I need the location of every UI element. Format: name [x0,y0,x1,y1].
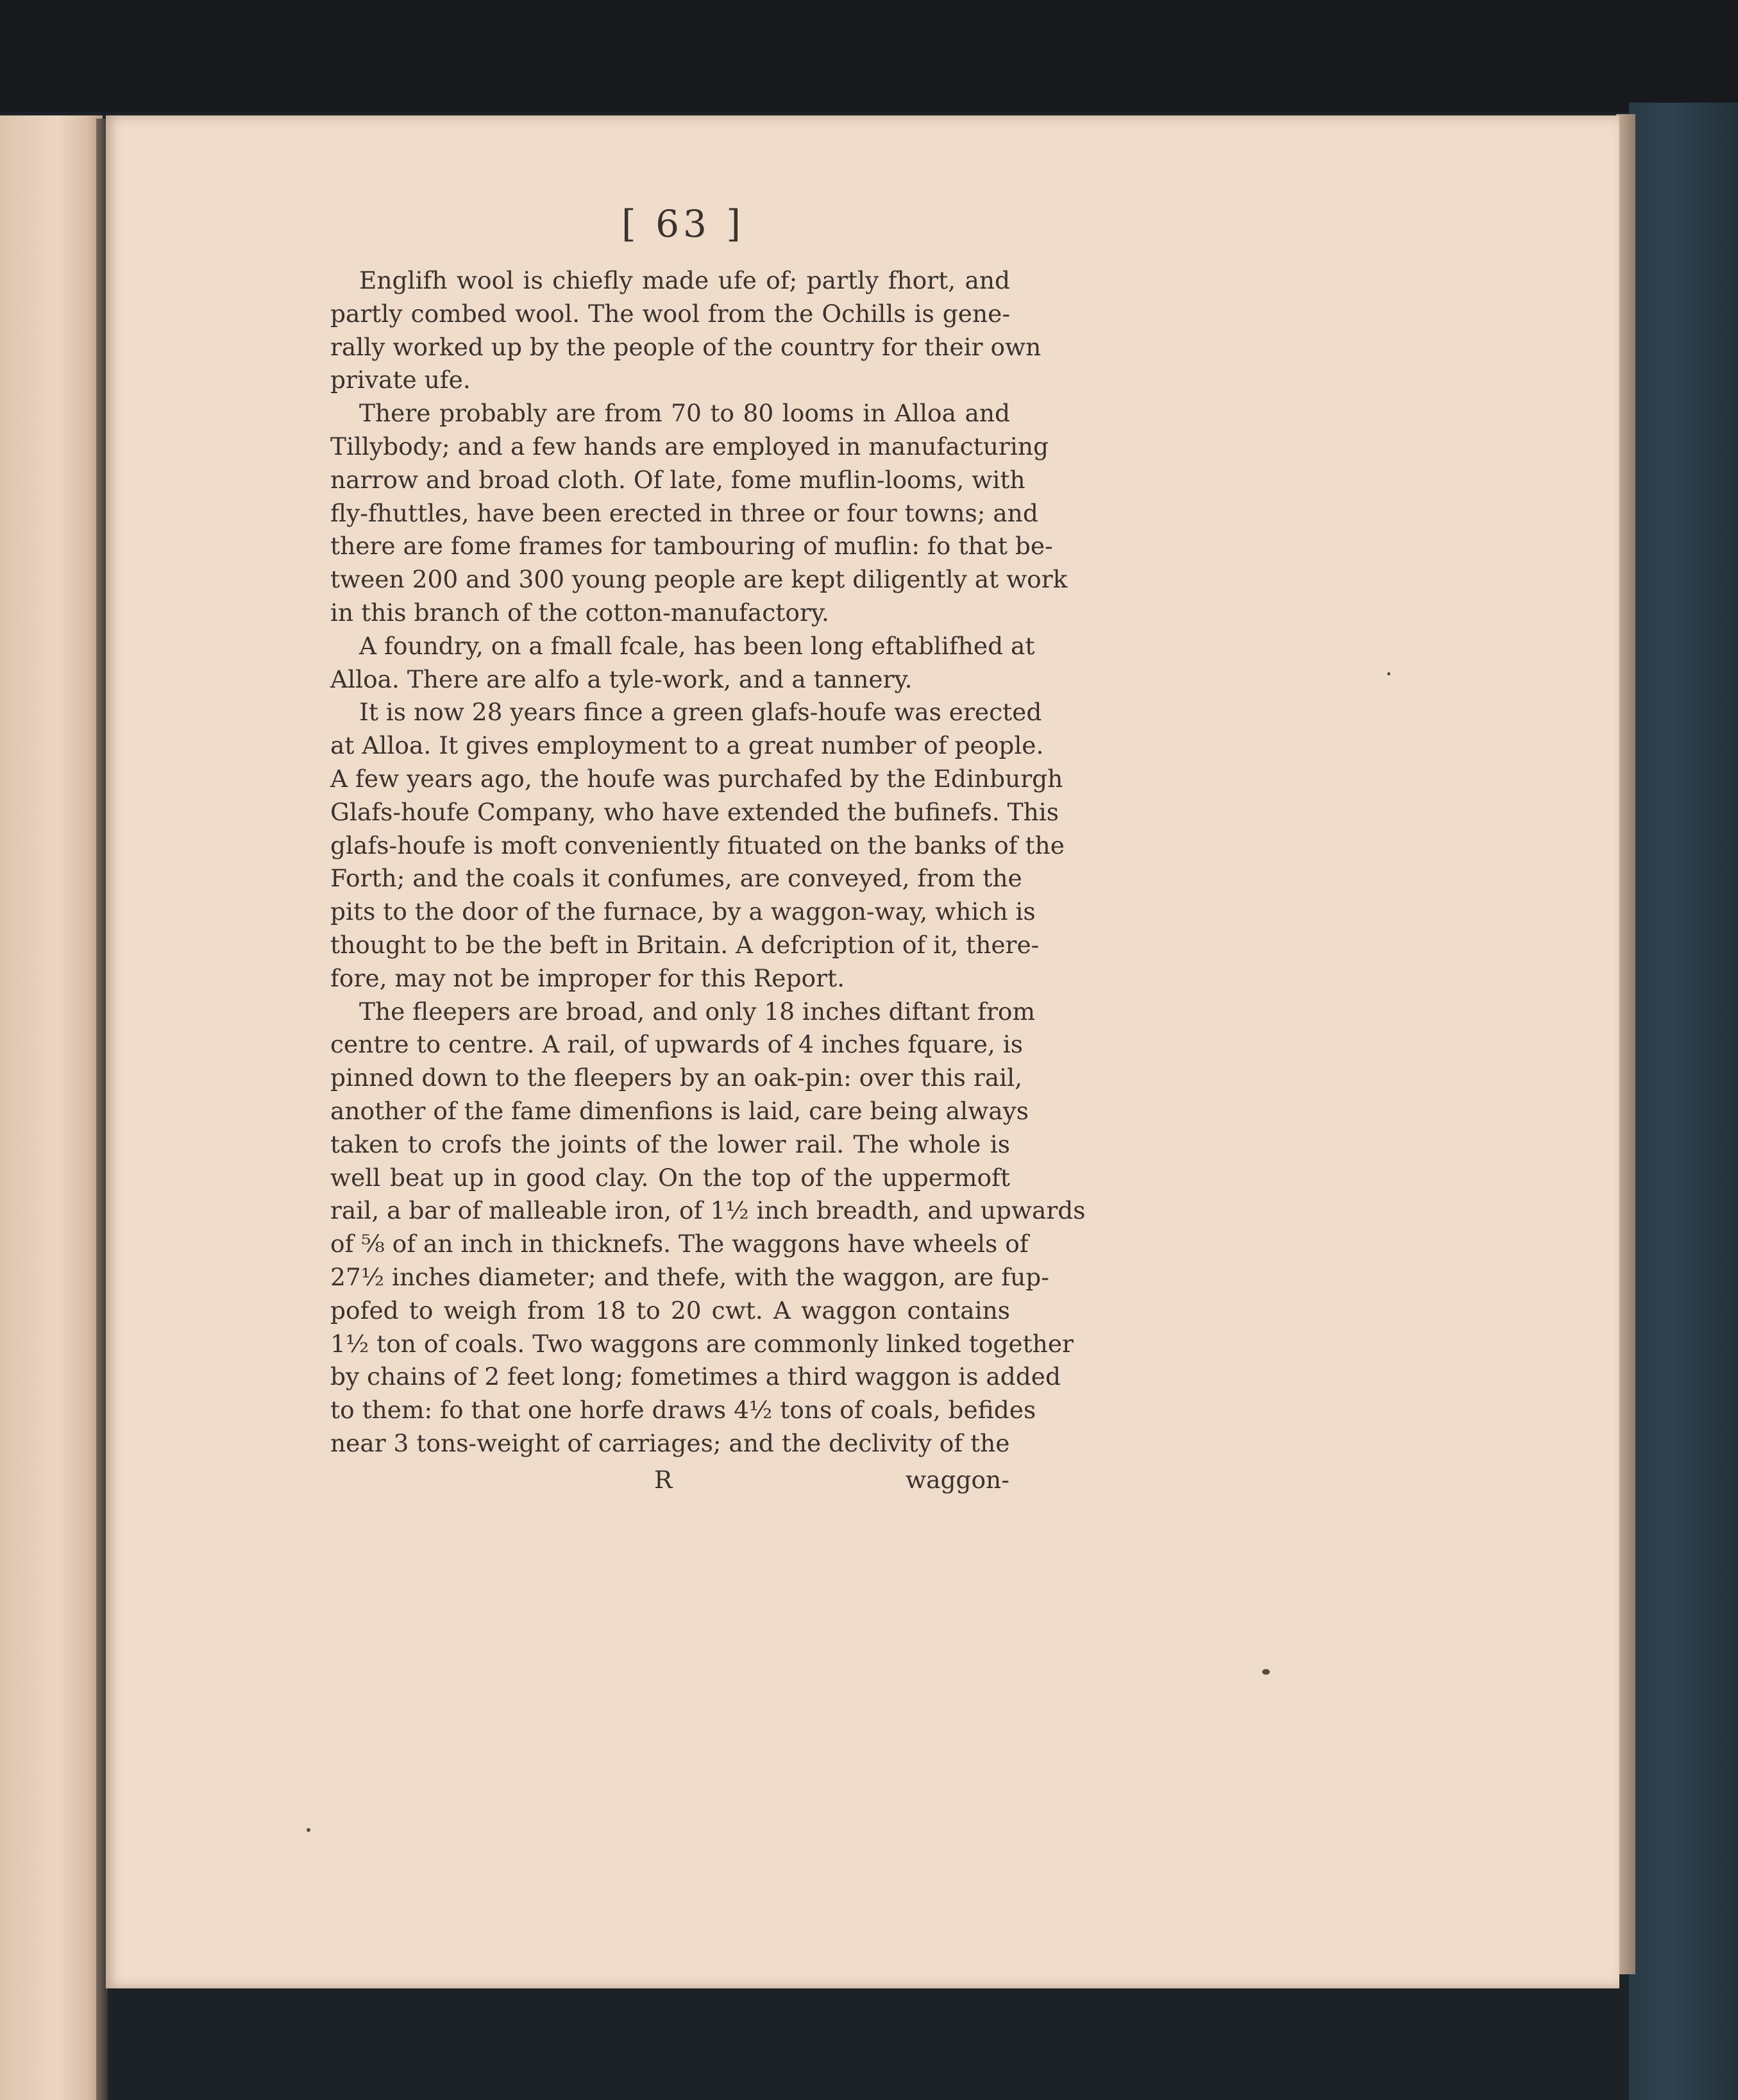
paragraph [330,630,1035,697]
text-line: Englifh wool is chiefly made ufe of; partly fhort, and [359,266,1010,294]
text-line: another of the fame dimenfions is laid, care being always [330,1096,1029,1125]
text-line: A few years ago, the houfe was purchafed by the Edinburgh [330,764,1063,793]
text-line: A foundry, on a fmall fcale, has been long eftablifhed at [359,631,1035,660]
text-line: pits to the door of the furnace, by a waggon-way, which is [330,897,1036,926]
text-line: Tillybody; and a few hands are employed in manufacturing [330,432,1049,461]
paragraph [330,264,1042,397]
text-line: by chains of 2 feet long; fometimes a third waggon is added [330,1362,1061,1391]
text-line: rail, a bar of malleable iron, of 1½ inch breadth, and upwards [330,1196,1086,1225]
book-cover-edge [1629,103,1738,2100]
text-line: centre to centre. A rail, of upwards of 4 inches fquare, is [330,1030,1023,1059]
text-line: in this branch of the cotton-manufactory. [330,598,829,627]
text-line: It is now 28 years fince a green glafs-houfe was erected [359,698,1042,727]
text-line: glafs-houfe is moft conveniently fituated on the banks of the [330,831,1065,859]
paragraph [330,397,1068,630]
text-line: thought to be the beft in Britain. A defcription of it, there- [330,930,1040,959]
page-number: [ 63 ] [621,202,745,246]
text-line: partly combed wool. The wool from the Ochills is gene- [330,299,1010,328]
text-line: There probably are from 70 to 80 looms in Alloa and [359,399,1010,428]
text-line: pofed to weigh from 18 to 20 cwt. A waggon contains [330,1296,1010,1325]
text-line: pinned down to the fleepers by an oak-pin: over this rail, [330,1063,1023,1092]
text-line: at Alloa. It gives employment to a great number of people. [330,731,1044,760]
text-line: to them: fo that one horfe draws 4½ tons of coals, befides [330,1396,1036,1425]
text-line: Glafs-houfe Company, who have extended the bufinefs. This [330,797,1059,826]
text-line: Forth; and the coals it confumes, are conveyed, from the [330,864,1022,893]
text-line: fly-fhuttles, have been erected in three or four towns; and [330,498,1038,527]
text-line: there are fome frames for tambouring of muflin: fo that be- [330,532,1053,561]
text-line: narrow and broad cloth. Of late, fome muflin-looms, with [330,465,1025,494]
paper-speck [1262,1669,1270,1675]
catchword: waggon- [906,1466,1009,1494]
text-line: 27½ inches diameter; and thefe, with the waggon, are fup- [330,1262,1049,1291]
text-line: private ufe. [330,366,471,394]
text-line: near 3 tons-weight of carriages; and the declivity of the [330,1428,1010,1457]
signature-mark: R [654,1466,673,1494]
text-line: tween 200 and 300 young people are kept diligently at work [330,565,1068,594]
text-line: 1½ ton of coals. Two waggons are commonly linked together [330,1329,1074,1358]
text-line: rally worked up by the people of the country for their own [330,332,1042,361]
text-line: fore, may not be improper for this Report. [330,963,845,992]
text-line: taken to crofs the joints of the lower rail. The whole is [330,1130,1010,1158]
facing-page-edge [0,115,103,2100]
text-line: The fleepers are broad, and only 18 inches diftant from [359,997,1036,1026]
text-line: well beat up in good clay. On the top of the uppermoft [330,1163,1010,1192]
text-line: Alloa. There are alfo a tyle-work, and a tannery. [330,665,913,693]
paper-speck [307,1828,310,1832]
paper-speck [1387,672,1390,675]
scan-background [0,0,1738,112]
paragraph [330,995,1086,1461]
body-text [330,264,1086,1461]
text-line: of ⅝ of an inch in thicknefs. The waggons have wheels of [330,1230,1029,1258]
paragraph [330,696,1065,995]
